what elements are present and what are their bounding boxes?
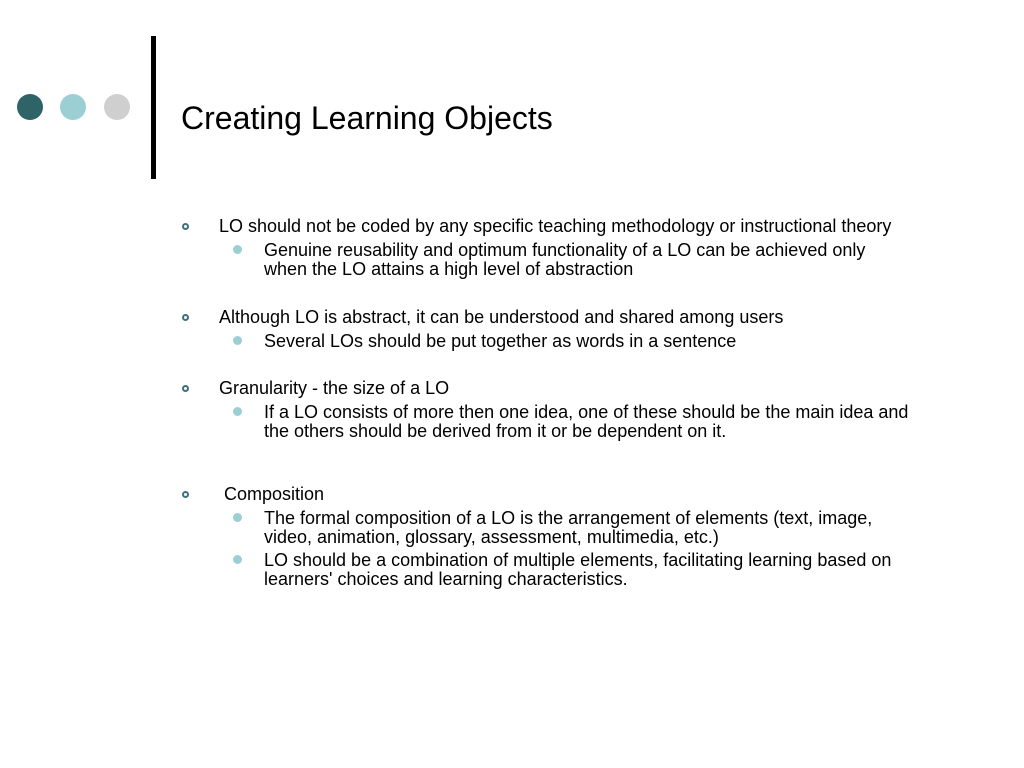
sub-bullet-text-line: LO should be a combination of multiple elements, facilitating learning based on [264, 550, 892, 570]
sub-bullet-text-line: Several LOs should be put together as words in a sentence [264, 331, 737, 351]
sub-bullet-text-line: video, animation, glossary, assessment, multimedia, etc.) [264, 527, 719, 547]
bullet-ring-icon [182, 223, 189, 230]
sub-bullet-text-line: the others should be derived from it or be dependent on it. [264, 421, 727, 441]
decorative-dot-dark [17, 94, 43, 120]
sub-bullet-text-line: If a LO consists of more then one idea, one of these should be the main idea and [264, 402, 909, 422]
bullet-ring-icon [182, 491, 189, 498]
bullet-text: LO should not be coded by any specific teaching methodology or instructional theory [219, 216, 892, 236]
sub-bullet-text-line: learners' choices and learning characteristics. [264, 569, 628, 589]
sub-bullet-text-line: when the LO attains a high level of abstraction [264, 259, 634, 279]
decorative-dot-teal [60, 94, 86, 120]
sub-bullet-disc-icon [233, 245, 242, 254]
bullet-text: Granularity - the size of a LO [219, 378, 450, 398]
sub-bullet-text-line: The formal composition of a LO is the arrangement of elements (text, image, [264, 508, 873, 528]
decorative-dot-gray [104, 94, 130, 120]
bullet-text: Although LO is abstract, it can be understood and shared among users [219, 307, 784, 327]
sub-bullet-text-line: Genuine reusability and optimum functionality of a LO can be achieved only [264, 240, 866, 260]
slide-title: Creating Learning Objects [181, 100, 553, 136]
bullet-ring-icon [182, 314, 189, 321]
title-divider-bar [151, 36, 156, 179]
bullet-ring-icon [182, 385, 189, 392]
sub-bullet-disc-icon [233, 407, 242, 416]
sub-bullet-disc-icon [233, 336, 242, 345]
sub-bullet-disc-icon [233, 513, 242, 522]
bullet-text: Composition [219, 484, 325, 504]
sub-bullet-disc-icon [233, 555, 242, 564]
